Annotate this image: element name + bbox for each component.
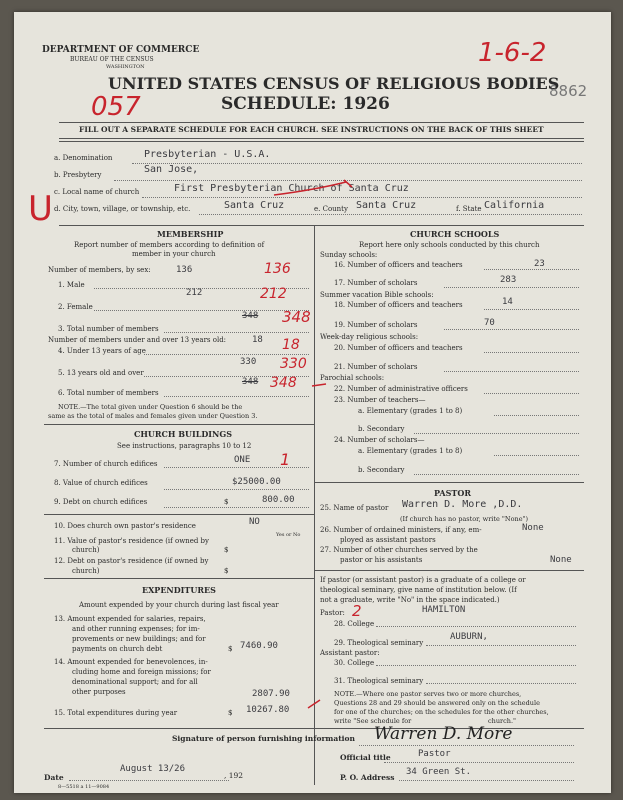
- grad-note-3: not a graduate, write "No" in the space indicated.): [320, 596, 500, 604]
- q15-dollar: $: [228, 709, 233, 717]
- separate-schedule-instruction: FILL OUT A SEPARATE SCHEDULE FOR EACH CHURCH. SEE INSTRUCTIONS ON THE BACK OF THIS SHEET: [79, 125, 544, 134]
- dept-label: DEPARTMENT OF COMMERCE: [42, 45, 200, 55]
- q15-label: 15. Total expenditures during year: [54, 709, 178, 717]
- q22-label: 22. Number of administrative officers: [334, 385, 468, 393]
- q11-dollar: $: [224, 546, 229, 554]
- membership-note-2: same as the total of males and females given under Question 3.: [48, 412, 258, 420]
- buildings-sub: See instructions, paragraphs 10 to 12: [117, 442, 252, 450]
- schools-heading: CHURCH SCHOOLS: [410, 229, 500, 239]
- city-value[interactable]: Santa Cruz: [224, 200, 285, 211]
- presbytery-value[interactable]: San Jose,: [144, 164, 199, 175]
- red-check-stroke: [274, 182, 346, 195]
- weekday-label: Week-day religious schools:: [320, 333, 419, 341]
- q28-label: 28. College: [334, 620, 375, 628]
- q18-label: 18. Number of officers and teachers: [334, 301, 463, 309]
- q17-value[interactable]: 283: [500, 275, 517, 285]
- female-label: 2. Female: [58, 303, 93, 311]
- handwritten-date: 1-6-2: [478, 38, 547, 68]
- q25-note: (If church has no pastor, write "None"): [400, 515, 529, 523]
- red-check-stroke-2: [308, 700, 320, 708]
- q20-label: 20. Number of officers and teachers: [334, 344, 463, 352]
- female-hand-value: 212: [260, 286, 287, 302]
- membership-heading: MEMBERSHIP: [157, 229, 224, 239]
- buildings-heading: CHURCH BUILDINGS: [134, 429, 232, 439]
- over-13-typed-value[interactable]: 330: [240, 357, 257, 367]
- red-dash-stroke: [312, 384, 326, 386]
- q19-label: 19. Number of scholars: [334, 321, 418, 329]
- under-13-typed-value[interactable]: 18: [252, 335, 263, 345]
- denomination-value[interactable]: Presbyterian - U.S.A.: [144, 149, 271, 160]
- male-label: 1. Male: [58, 281, 85, 289]
- signature-label: Signature of person furnishing information: [172, 734, 355, 743]
- q9-label: 9. Debt on church edifices: [54, 498, 148, 506]
- pastor-note-2: Questions 28 and 29 should be answered only on the schedule: [334, 699, 540, 707]
- q16-value[interactable]: 23: [534, 259, 545, 269]
- total-typed-value[interactable]: 348: [242, 311, 259, 321]
- q30-label: 30. College: [334, 659, 375, 667]
- yes-no-label: Yes or No: [276, 532, 301, 538]
- q27-label-2: pastor or his assistants: [340, 556, 423, 564]
- q16-label: 16. Number of officers and teachers: [334, 261, 463, 269]
- q10-value[interactable]: NO: [249, 517, 260, 527]
- q13-line-1: 13. Amount expended for salaries, repairs,: [54, 615, 206, 623]
- official-title-label: Official title: [340, 753, 391, 762]
- bureau-label: BUREAU OF THE CENSUS: [70, 56, 154, 63]
- q25-label: 25. Name of pastor: [320, 504, 389, 512]
- over-13-label: 5. 13 years old and over: [58, 369, 144, 377]
- q14-line-4: other purposes: [72, 688, 126, 696]
- q11-label-1: 11. Value of pastor's residence (if owned by: [54, 537, 209, 545]
- q31-label: 31. Theological seminary: [334, 677, 424, 685]
- q13-value[interactable]: 7460.90: [240, 641, 278, 651]
- grad-note-1: If pastor (or assistant pastor) is a graduate of a college or: [320, 576, 526, 584]
- q12-label-2: church): [72, 567, 100, 575]
- q7-label: 7. Number of church edifices: [54, 460, 158, 468]
- q14-line-2: cluding home and foreign missions; for: [72, 668, 211, 676]
- sunday-label: Sunday schools:: [320, 251, 378, 259]
- q13-line-3: provements or new buildings; and for: [72, 635, 206, 643]
- red-tick-stroke: [344, 180, 352, 187]
- male-typed-value[interactable]: 136: [176, 265, 193, 275]
- q7-hand-value: 1: [280, 450, 291, 469]
- q29-label: 29. Theological seminary: [334, 639, 424, 647]
- pastor-hand-mark: 2: [352, 602, 362, 620]
- q17-label: 17. Number of scholars: [334, 279, 418, 287]
- form-number: 8—5518 a 11—9084: [58, 784, 110, 790]
- over-13-hand-value: 330: [280, 356, 307, 372]
- under-13-label: 4. Under 13 years of age: [58, 347, 146, 355]
- red-pencil-marks: [14, 12, 611, 793]
- q7-value[interactable]: ONE: [234, 455, 251, 465]
- q23-label: 23. Number of teachers—: [334, 396, 426, 404]
- pastor-note-1: NOTE.—Where one pastor serves two or more churches,: [334, 690, 522, 698]
- state-value[interactable]: California: [484, 200, 545, 211]
- pastor-heading: PASTOR: [434, 488, 471, 498]
- by-sex-label: Number of members, by sex:: [48, 266, 151, 274]
- q8-value[interactable]: $25000.00: [232, 477, 281, 487]
- expenditures-heading: EXPENDITURES: [142, 585, 216, 595]
- q26-label-2: ployed as assistant pastors: [340, 536, 436, 544]
- local-name-label: c. Local name of church: [54, 188, 140, 196]
- q27-value[interactable]: None: [550, 555, 572, 565]
- membership-intro-1: Report number of members according to definition of: [74, 241, 265, 249]
- local-name-value[interactable]: First Presbyterian Church of Santa Cruz: [174, 183, 409, 194]
- membership-intro-2: member in your church: [132, 250, 216, 258]
- q14-value[interactable]: 2807.90: [252, 689, 290, 699]
- stamp-number: 8862: [549, 82, 588, 100]
- grad-note-2: theological seminary, give name of institution below. (If: [320, 586, 517, 594]
- presbytery-label: b. Presbytery: [54, 171, 102, 179]
- summer-label: Summer vacation Bible schools:: [320, 291, 434, 299]
- college-value[interactable]: HAMILTON: [422, 605, 466, 615]
- total-label: 3. Total number of members: [58, 325, 159, 333]
- pastor-note-4: write "See schedule for: [334, 717, 412, 725]
- city-field-label: d. City, town, village, or township, etc.: [54, 205, 191, 213]
- q18-value[interactable]: 14: [502, 297, 513, 307]
- q11-label-2: church): [72, 546, 100, 554]
- state-label: f. State: [456, 205, 482, 213]
- q12-dollar: $: [224, 567, 229, 575]
- official-title-value[interactable]: Pastor: [418, 749, 451, 759]
- q9-dollar: $: [224, 498, 229, 506]
- asst-pastor-label: Assistant pastor:: [320, 649, 380, 657]
- q10-label: 10. Does church own pastor's residence: [54, 522, 196, 530]
- denomination-label: a. Denomination: [54, 154, 113, 162]
- pastor-note-3: for one of the churches; on the schedules for the other churches,: [334, 708, 549, 716]
- county-label: e. County: [314, 205, 348, 213]
- form-title: UNITED STATES CENSUS OF RELIGIOUS BODIES: [108, 74, 560, 93]
- parochial-label: Parochial schools:: [320, 374, 385, 382]
- female-typed-value[interactable]: 212: [186, 288, 203, 298]
- census-schedule-form: [14, 12, 611, 793]
- schedule-title: SCHEDULE: 1926: [221, 94, 390, 114]
- q12-label-1: 12. Debt on pastor's residence (if owned by: [54, 557, 209, 565]
- q26-label-1: 26. Number of ordained ministers, if any, em-: [320, 526, 482, 534]
- q24b-label: b. Secondary: [358, 466, 405, 474]
- handwritten-code: 057: [91, 92, 141, 122]
- age-label: Number of members under and over 13 years old:: [48, 336, 227, 344]
- date-label: Date: [44, 773, 64, 782]
- q13-dollar: $: [228, 645, 233, 653]
- pastor-sub-label: Pastor:: [320, 609, 345, 617]
- po-value[interactable]: 34 Green St.: [406, 767, 472, 777]
- county-value[interactable]: Santa Cruz: [356, 200, 417, 211]
- q13-line-2: and other running expenses; for im-: [72, 625, 200, 633]
- date-year: , 192: [224, 771, 244, 780]
- q23b-label: b. Secondary: [358, 425, 405, 433]
- pastor-name-value[interactable]: Warren D. More ,D.D.: [402, 499, 523, 510]
- total-2-hand-value: 348: [270, 375, 297, 391]
- male-hand-value: 136: [264, 261, 291, 277]
- total-hand-value: 348: [282, 308, 311, 326]
- q24a-label: a. Elementary (grades 1 to 8): [358, 447, 463, 455]
- under-13-hand-value: 18: [282, 337, 300, 353]
- date-value[interactable]: August 13/26: [120, 764, 186, 774]
- total-2-typed-value[interactable]: 348: [242, 377, 259, 387]
- po-label: P. O. Address: [340, 773, 395, 782]
- q9-value[interactable]: 800.00: [262, 495, 295, 505]
- membership-note-1: NOTE.—The total given under Question 6 should be the: [58, 403, 243, 411]
- seminary-value[interactable]: AUBURN,: [450, 632, 488, 642]
- total-2-label: 6. Total number of members: [58, 389, 159, 397]
- q21-label: 21. Number of scholars: [334, 363, 418, 371]
- q23a-label: a. Elementary (grades 1 to 8): [358, 407, 463, 415]
- pastor-note-5: church.": [488, 717, 517, 725]
- q26-value[interactable]: None: [522, 523, 544, 533]
- q13-line-4: payments on church debt: [72, 645, 163, 653]
- signature: Warren D. More: [374, 724, 513, 744]
- q14-line-3: denominational support; and for all: [72, 678, 198, 686]
- handwritten-u-mark: U: [28, 189, 53, 229]
- q14-line-1: 14. Amount expended for benevolences, in-: [54, 658, 208, 666]
- q19-value[interactable]: 70: [484, 318, 495, 328]
- q24-label: 24. Number of scholars—: [334, 436, 425, 444]
- schools-sub: Report here only schools conducted by this church: [359, 241, 540, 249]
- q27-label-1: 27. Number of other churches served by the: [320, 546, 478, 554]
- q8-label: 8. Value of church edifices: [54, 479, 148, 487]
- q15-value[interactable]: 10267.80: [246, 705, 290, 715]
- city-label: WASHINGTON: [106, 64, 145, 70]
- expenditures-sub: Amount expended by your church during last fiscal year: [79, 601, 279, 609]
